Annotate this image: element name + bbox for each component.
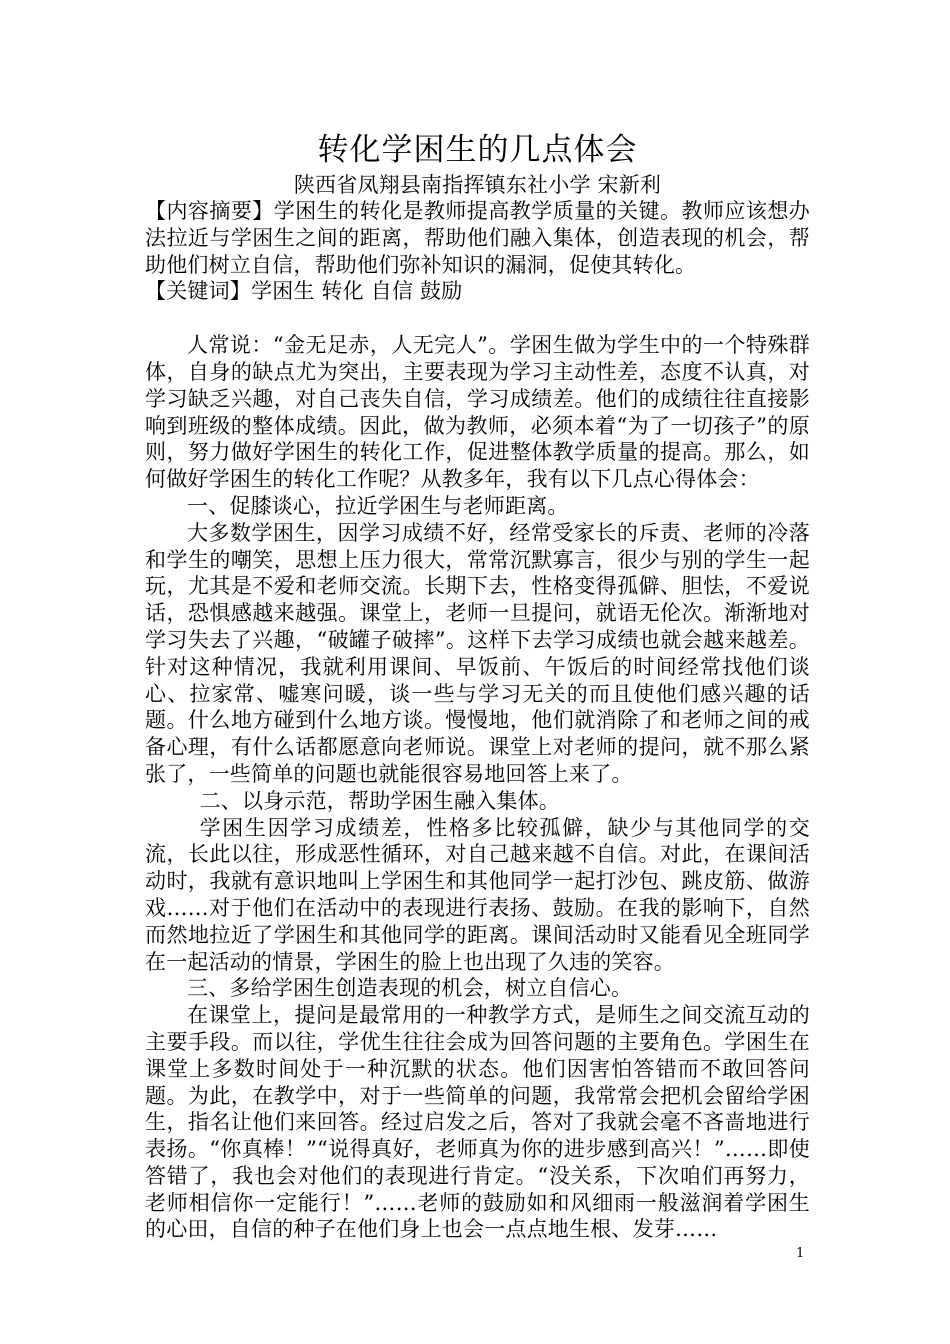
author-line: 陕西省凤翔县南指挥镇东社小学 宋新利 <box>293 173 662 197</box>
section-heading-3: 三、多给学困生创造表现的机会，树立自信心。 <box>187 976 633 1001</box>
section-body-3: 在课堂上，提问是最常用的一种教学方式，是师生之间交流互动的主要手段。而以往，学优生往往会成为回答问题的主要角色。学困生在课堂上多数时间处于一种沉默的状态。他们因害怕答错而不敢回答问题。为此，在教学中，对于一些简单的问题，我常常会把机会留给学困生，指名让他们来回答。经过启发之后，答对了我就会毫不吝啬地进行表扬。“你真棒！”“说得真好，老师真为你的进步感到高兴！”……即使答错了，我也会对他们的表现进行肯定。“没关系，下次咱们再努力，老师相信你一定能行！”……老师的鼓励如和风细雨一般滋润着学困生的心田，自信的种子在他们身上也会一点点地生根、发芽…… <box>145 1003 810 1242</box>
section-body-2: 学困生因学习成绩差，性格多比较孤僻，缺少与其他同学的交流，长此以往，形成恶性循环，对自己越来越不自信。对此，在课间活动时，我就有意识地叫上学困生和其他同学一起打沙包、跳皮筋、做游戏……对于他们在活动中的表现进行表扬、鼓励。在我的影响下，自然而然地拉近了学困生和其他同学的距离。课间活动时又能看见全班同学在一起活动的情景，学困生的脸上也出现了久违的笑容。 <box>145 815 810 974</box>
abstract-paragraph: 【内容摘要】学困生的转化是教师提高教学质量的关键。教师应该想办法拉近与学困生之间的距离，帮助他们融入集体，创造表现的机会，帮助他们树立自信，帮助他们弥补知识的漏洞，促使其转化。 <box>145 199 810 277</box>
intro-paragraph: 人常说：“金无足赤，人无完人”。学困生做为学生中的一个特殊群体，自身的缺点尤为突出，主要表现为学习主动性差，态度不认真，对学习缺乏兴趣，对自己丧失自信，学习成绩差。他们的成绩往往直接影响到班级的整体成绩。因此，做为教师，必须本着“为了一切孩子”的原则，努力做好学困生的转化工作，促进整体教学质量的提高。那么，如何做好学困生的转化工作呢？从教多年，我有以下几点心得体会： <box>145 333 810 492</box>
section-body-1: 大多数学困生，因学习成绩不好，经常受家长的斥责、老师的冷落和学生的嘲笑，思想上压力很大，常常沉默寡言，很少与别的学生一起玩，尤其是不爱和老师交流。长期下去，性格变得孤僻、胆怯，不爱说话，恐惧感越来越强。课堂上，老师一旦提问，就语无伦次。渐渐地对学习失去了兴趣，“破罐子破摔”。这样下去学习成绩也就会越来越差。针对这种情况，我就利用课间、早饭前、午饭后的时间经常找他们谈心、拉家常、嘘寒问暖，谈一些与学习无关的而且使他们感兴趣的话题。什么地方碰到什么地方谈。慢慢地，他们就消除了和老师之间的戒备心理，有什么话都愿意向老师说。课堂上对老师的提问，就不那么紧张了，一些简单的问题也就能很容易地回答上来了。 <box>145 520 810 786</box>
keywords-line: 【关键词】学困生 转化 自信 鼓励 <box>145 279 463 304</box>
section-heading-2: 二、以身示范，帮助学困生融入集体。 <box>199 788 560 813</box>
blank-line <box>145 305 810 332</box>
document-title: 转化学困生的几点体会 <box>317 132 638 168</box>
page-number: 1 <box>796 1246 805 1261</box>
document-page <box>145 128 810 1243</box>
section-heading-1: 一、促膝谈心，拉近学困生与老师距离。 <box>187 493 569 518</box>
